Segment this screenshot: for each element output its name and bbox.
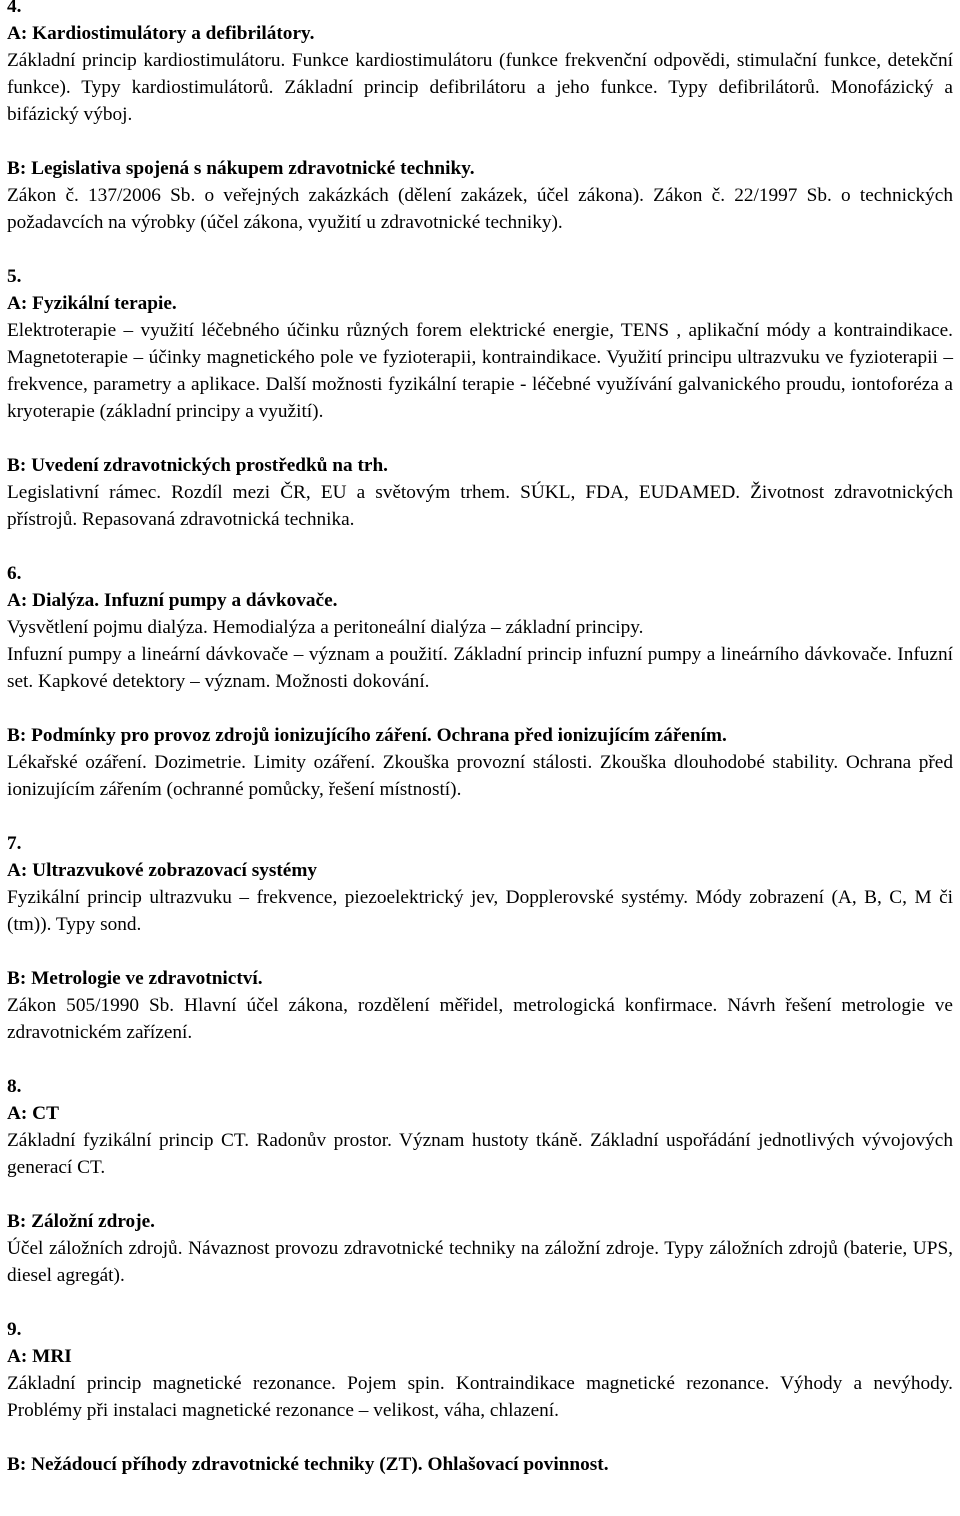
topic-a-heading: A: MRI xyxy=(7,1346,72,1367)
section-6 xyxy=(7,560,953,830)
topic-b-heading: B: Legislativa spojená s nákupem zdravotnické techniky. xyxy=(7,158,475,179)
topic-b-text: Lékařské ozáření. Dozimetrie. Limity ozáření. Zkouška provozní stálosti. Zkouška dlouhodobé stability. Ochrana před ionizujícím zářením (ochranné pomůcky, řešení místností). xyxy=(7,752,953,800)
topic-b-heading: B: Uvedení zdravotnických prostředků na trh. xyxy=(7,455,389,476)
section-number: 7. xyxy=(7,833,22,854)
section-number: 9. xyxy=(7,1319,22,1340)
topic-a-heading: A: Dialýza. Infuzní pumpy a dávkovače. xyxy=(7,590,338,611)
section-9 xyxy=(7,1316,953,1478)
topic-b-text: Legislativní rámec. Rozdíl mezi ČR, EU a světovým trhem. SÚKL, FDA, EUDAMED. Životnost zdravotnických přístrojů. Repasovaná zdravotnická technika. xyxy=(7,482,953,530)
topic-a-text: Infuzní pumpy a lineární dávkovače – význam a použití. Základní princip infuzní pumpy a lineárního dávkovače. Infuzní set. Kapkové detektory – význam. Možnosti dokování. xyxy=(7,644,953,692)
topic-a-text: Základní princip magnetické rezonance. Pojem spin. Kontraindikace magnetické rezonance. Výhody a nevýhody. Problémy při instalaci magnetické rezonance – velikost, váha, chlazení. xyxy=(7,1373,953,1421)
topic-a-heading: A: Fyzikální terapie. xyxy=(7,293,177,314)
section-number: 5. xyxy=(7,266,22,287)
topic-b-heading: B: Metrologie ve zdravotnictví. xyxy=(7,968,263,989)
topic-b-heading: B: Podmínky pro provoz zdrojů ionizujícího záření. Ochrana před ionizujícím zářením. xyxy=(7,725,727,746)
topic-a-text: Elektroterapie – využití léčebného účinku různých forem elektrické energie, TENS , aplikační módy a kontraindikace. Magnetoterapie – účinky magnetického pole ve fyzioterapii, kontraindikace. Využití principu ultrazvuku ve fyzioterapii – frekvence, parametry a aplikace. Další možnosti fyzikální terapie - léčebné využívání galvanického proudu, iontoforéza a kryoterapie (základní principy a využití). xyxy=(7,320,953,422)
topic-b-text: Účel záložních zdrojů. Návaznost provozu zdravotnické techniky na záložní zdroje. Typy záložních zdrojů (baterie, UPS, diesel agregát). xyxy=(7,1238,953,1286)
topic-a-heading: A: Ultrazvukové zobrazovací systémy xyxy=(7,860,318,881)
section-8 xyxy=(7,1073,953,1316)
topic-b-heading: B: Záložní zdroje. xyxy=(7,1211,155,1232)
topic-a-text: Základní princip kardiostimulátoru. Funkce kardiostimulátoru (funkce frekvenční odpovědi, stimulační funkce, detekční funkce). Typy kardiostimulátorů. Základní princip defibrilátoru a jeho funkce. Typy defibrilátorů. Monofázický a bifázický výboj. xyxy=(7,50,953,125)
topic-a-text: Základní fyzikální princip CT. Radonův prostor. Význam hustoty tkáně. Základní uspořádání jednotlivých vývojových generací CT. xyxy=(7,1130,953,1178)
topic-b-text: Zákon č. 137/2006 Sb. o veřejných zakázkách (dělení zakázek, účel zákona). Zákon č. 22/1997 Sb. o technických požadavcích na výrobky (účel zákona, využití u zdravotnické techniky). xyxy=(7,185,953,233)
topic-b-heading: B: Nežádoucí příhody zdravotnické techniky (ZT). Ohlašovací povinnost. xyxy=(7,1454,609,1475)
topic-b-text: Zákon 505/1990 Sb. Hlavní účel zákona, rozdělení měřidel, metrologická konfirmace. Návrh řešení metrologie ve zdravotnickém zařízení. xyxy=(7,995,953,1043)
topic-a-heading: A: CT xyxy=(7,1103,59,1124)
section-number: 4. xyxy=(7,0,22,17)
section-5 xyxy=(7,263,953,560)
section-number: 8. xyxy=(7,1076,22,1097)
section-7 xyxy=(7,830,953,1073)
topic-a-heading: A: Kardiostimulátory a defibrilátory. xyxy=(7,23,315,44)
section-4 xyxy=(7,0,953,263)
topic-a-text: Fyzikální princip ultrazvuku – frekvence, piezoelektrický jev, Dopplerovské systémy. Módy zobrazení (A, B, C, M či (tm)). Typy sond. xyxy=(7,887,953,935)
section-number: 6. xyxy=(7,563,22,584)
topic-a-text: Vysvětlení pojmu dialýza. Hemodialýza a peritoneální dialýza – základní principy. xyxy=(7,617,644,638)
